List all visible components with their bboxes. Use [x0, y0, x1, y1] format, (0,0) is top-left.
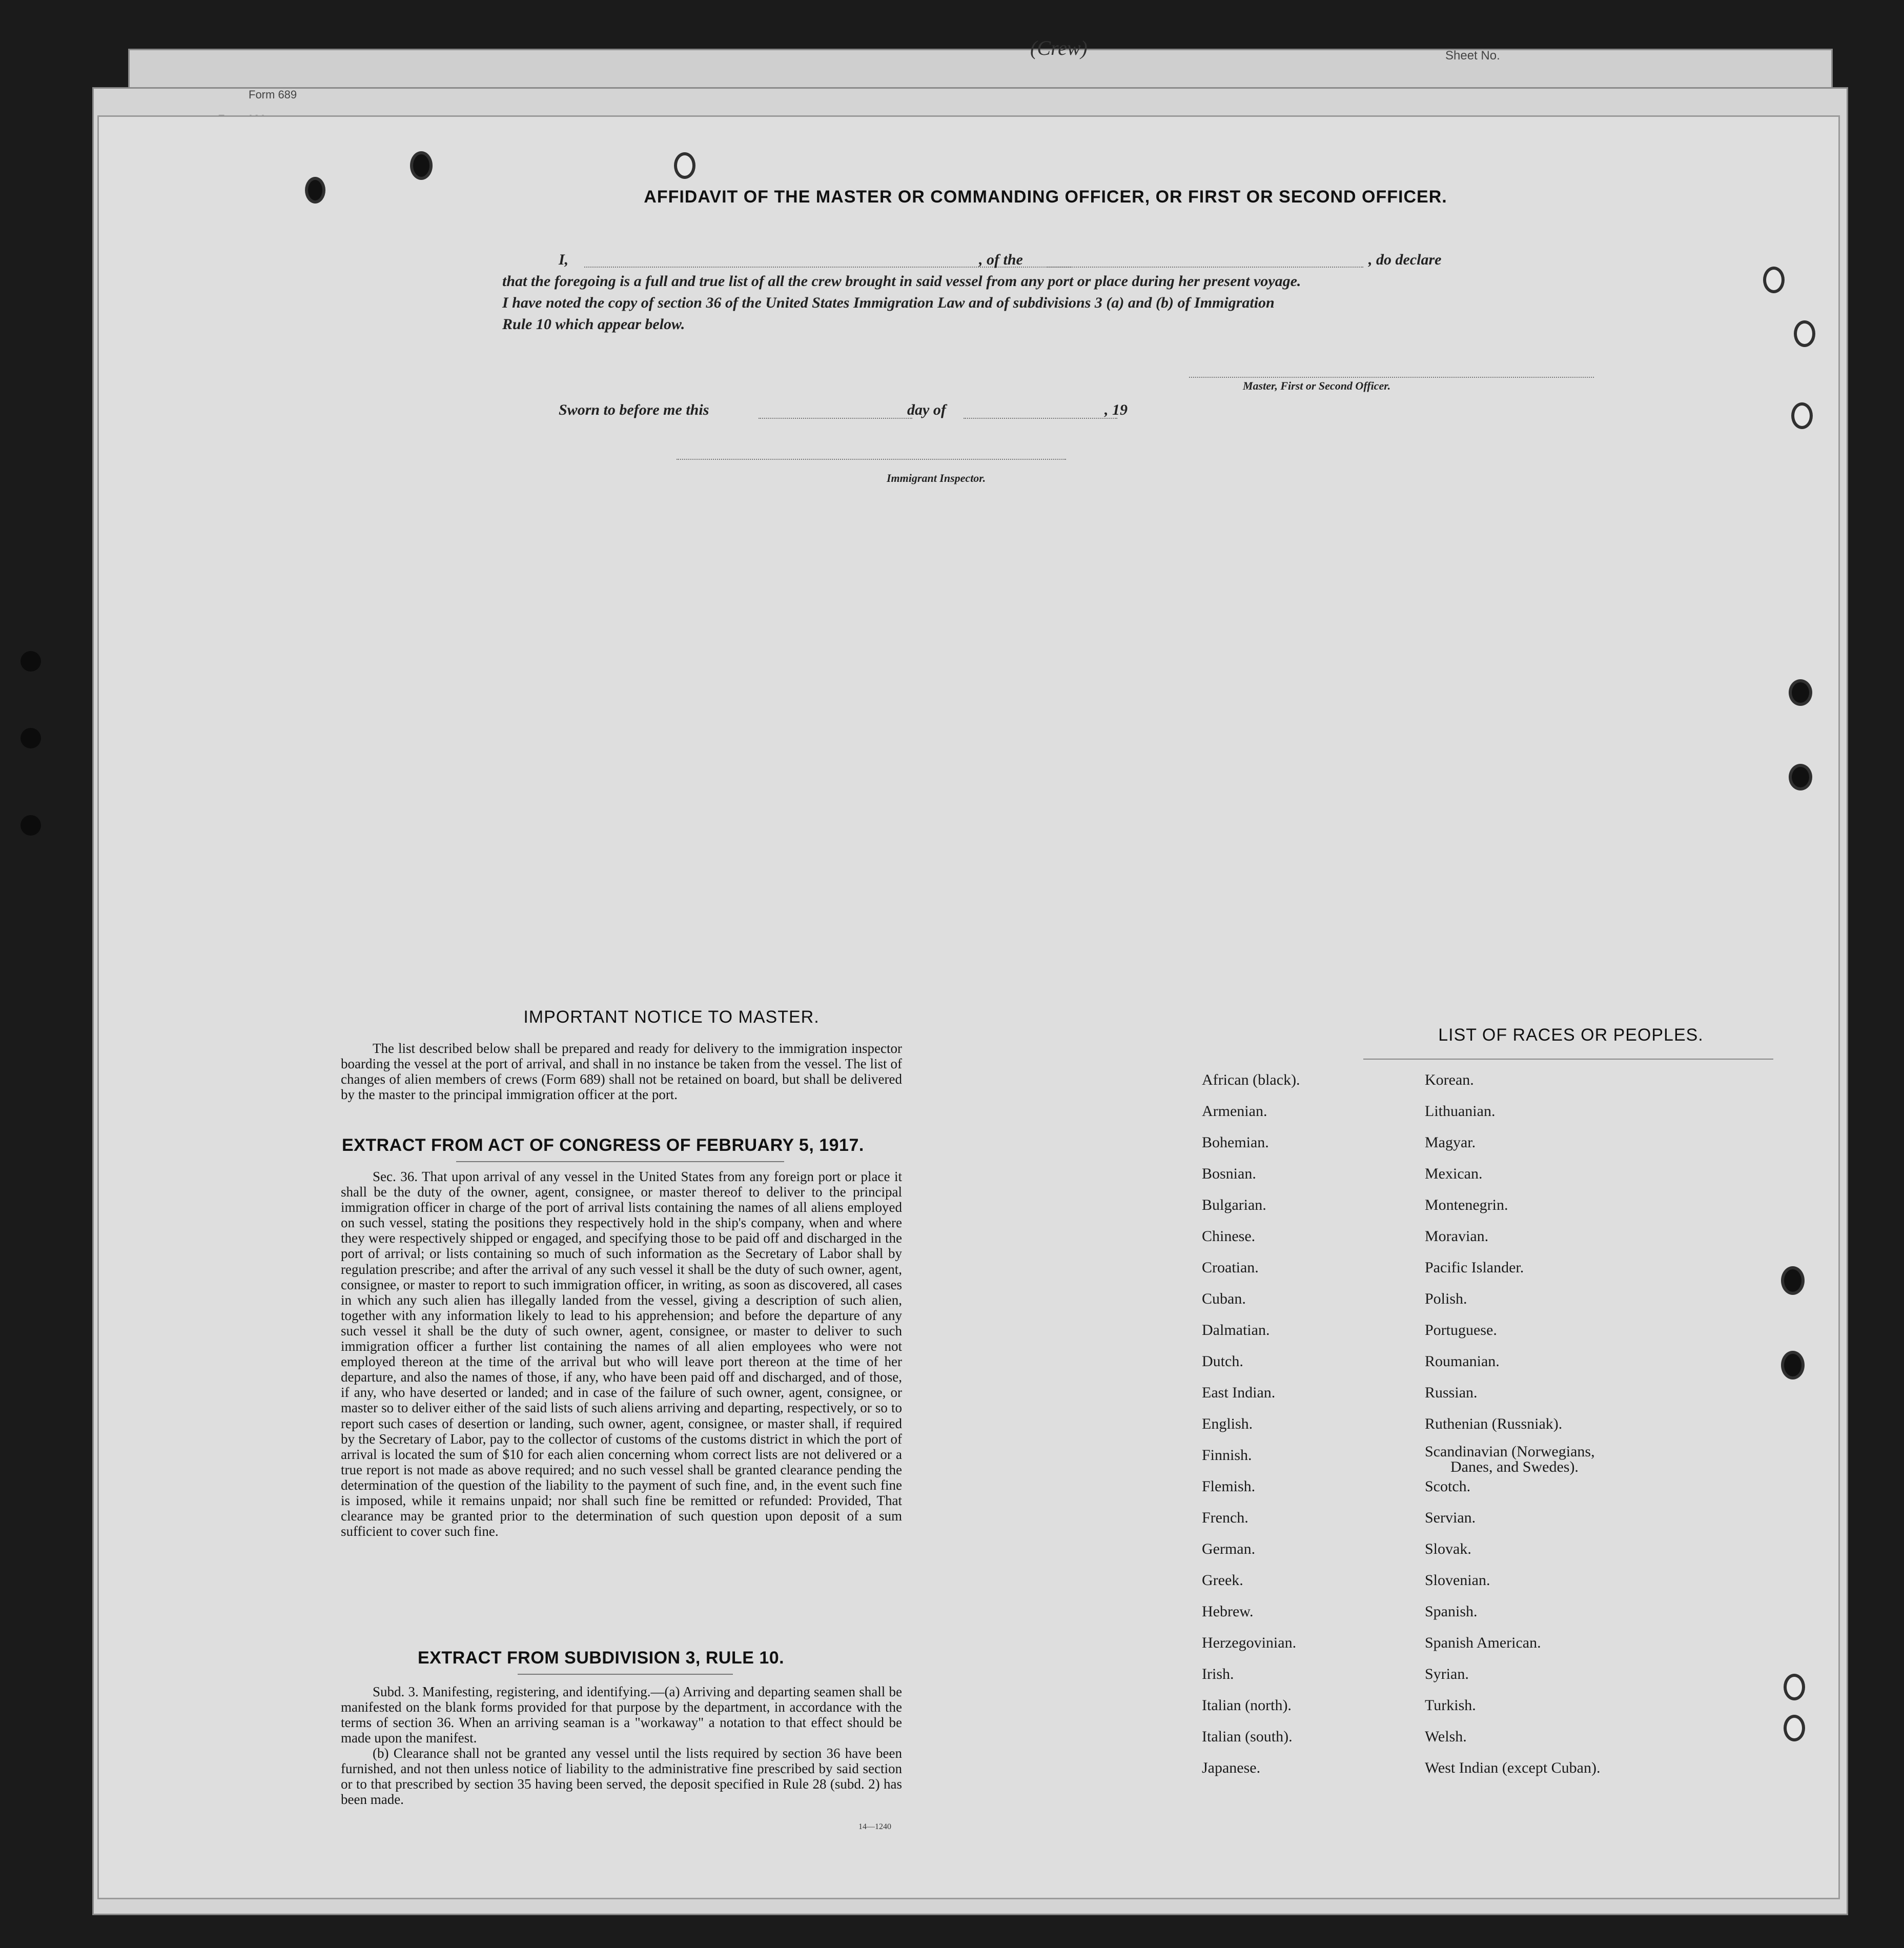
inspector-line: [677, 459, 1066, 460]
affidavit-declare: , do declare: [1368, 251, 1442, 268]
race-item: Scandinavian (Norwegians,: [1425, 1443, 1595, 1460]
race-item: Italian (south).: [1202, 1728, 1293, 1745]
title-rule: [1363, 1059, 1773, 1060]
race-item: Turkish.: [1425, 1697, 1476, 1714]
form-page: [97, 115, 1840, 1899]
punch-hole: [1791, 402, 1813, 429]
affidavit-title: AFFIDAVIT OF THE MASTER OR COMMANDING OFFICER, OR FIRST OR SECOND OFFICER.: [644, 187, 1447, 207]
form-code: 14—1240: [858, 1822, 891, 1831]
race-item: Finnish.: [1202, 1447, 1252, 1464]
binding-hole: [21, 815, 41, 836]
race-item: Cuban.: [1202, 1290, 1246, 1307]
race-item: Lithuanian.: [1425, 1103, 1496, 1120]
vessel-blank: [1046, 267, 1363, 268]
race-item: Hebrew.: [1202, 1603, 1254, 1620]
punch-hole: [1763, 267, 1785, 293]
race-item: Ruthenian (Russniak).: [1425, 1415, 1563, 1432]
race-item: Flemish.: [1202, 1478, 1256, 1495]
race-item: Slovenian.: [1425, 1572, 1490, 1589]
punch-hole: [305, 177, 325, 204]
race-item: Roumanian.: [1425, 1353, 1500, 1370]
signature-caption: Master, First or Second Officer.: [1243, 379, 1391, 392]
race-item: Japanese.: [1202, 1759, 1261, 1776]
races-title: LIST OF RACES OR PEOPLES.: [1438, 1025, 1704, 1045]
day-blank: [759, 418, 912, 419]
binding-hole: [21, 651, 41, 672]
race-item: Scotch.: [1425, 1478, 1471, 1495]
punch-hole: [1784, 1715, 1805, 1741]
punch-hole: [1789, 679, 1812, 706]
sheet-number-label: Sheet No.: [1445, 49, 1500, 63]
punch-hole: [1789, 764, 1812, 790]
race-item: Greek.: [1202, 1572, 1243, 1589]
race-item: English.: [1202, 1415, 1253, 1432]
race-item: German.: [1202, 1540, 1256, 1557]
title-rule: [518, 1674, 733, 1675]
punch-hole: [674, 152, 695, 179]
form-number-label: Form 689: [249, 88, 297, 101]
race-item: Spanish American.: [1425, 1634, 1541, 1651]
punch-hole: [1784, 1674, 1805, 1700]
race-item: Portuguese.: [1425, 1322, 1497, 1338]
punch-hole: [1781, 1351, 1805, 1379]
inspector-caption: Immigrant Inspector.: [887, 472, 986, 484]
sworn-day-of: day of: [907, 401, 946, 418]
race-item: Korean.: [1425, 1071, 1474, 1088]
race-item: Mexican.: [1425, 1165, 1483, 1182]
handwritten-crew-note: (Crew): [1030, 36, 1088, 59]
race-item: Slovak.: [1425, 1540, 1471, 1557]
race-item: Italian (north).: [1202, 1697, 1292, 1714]
race-item: Armenian.: [1202, 1103, 1267, 1120]
race-item: East Indian.: [1202, 1384, 1276, 1401]
race-item: Croatian.: [1202, 1259, 1259, 1276]
race-item: Montenegrin.: [1425, 1196, 1508, 1213]
affidavit-i: I,: [559, 251, 569, 268]
affidavit-of-the: , of the: [979, 251, 1023, 268]
month-blank: [964, 418, 1117, 419]
race-item: Servian.: [1425, 1509, 1476, 1526]
race-item: Bosnian.: [1202, 1165, 1256, 1182]
race-item: Polish.: [1425, 1290, 1467, 1307]
race-item: Spanish.: [1425, 1603, 1478, 1620]
race-item: French.: [1202, 1509, 1248, 1526]
subd-a: Subd. 3. Manifesting, registering, and identifying.—(a) Arriving and departing seamen shall be manifested on the blank forms provided for that purpose by the department, in accordance with the terms of section 36. When an arriving seaman is a "workaway" a notation to that effect should be made upon the manifest.: [341, 1684, 902, 1746]
sworn-year: , 19: [1104, 401, 1128, 418]
binding-hole: [21, 728, 41, 748]
race-item: Welsh.: [1425, 1728, 1467, 1745]
race-item: Magyar.: [1425, 1134, 1476, 1151]
signature-line: [1189, 377, 1594, 378]
extract-act-body: Sec. 36. That upon arrival of any vessel in the United States from any foreign port or place it shall be the duty of the owner, agent, consignee, or master thereof to deliver to the principal immigration officer in charge of the port of arrival lists containing the names of all aliens employed on such vessel, stating the positions they respectively hold in the ship's company, when and where they were respectively shipped or engaged, and specifying those to be paid off and discharged in the port of arrival; or lists containing so much of such information as the Secretary of Labor shall by regulation prescribe; and after the arrival of any such vessel it shall be the duty of such owner, agent, consignee, or master to report to such immigration officer, in writing, as soon as discovered, all cases in which any such alien has illegally landed from the vessel, giving a description of such alien, together with any information likely to lead to his apprehension; and before the departure of any such vessel it shall be the duty of such owner, agent, consignee, or master to deliver to such immigration officer a further list containing the names of all alien employees who were not employed thereon at the time of the arrival but who will leave port thereon at the time of her departure, and also the names of those, if any, who have been paid off and discharged, and of those, if any, who have deserted or landed; and in case of the failure of such owner, agent, consignee, or master so to deliver either of the said lists of such aliens arriving and departing, respectively, or so to report such cases of desertion or landing, such owner, agent, consignee, or master shall, if required by the Secretary of Labor, pay to the collector of customs of the customs district in which the port of arrival is located the sum of $10 for each alien concerning whom correct lists are not delivered or a true report is not made as above required; and no such vessel shall be granted clearance pending the determination of the question of the liability to the payment of such fine, and, in the event such fine is imposed, while it remains unpaid; nor shall such fine be remitted or refunded: Provided, That clearance may be granted prior to the determination of such question upon deposit of a sum sufficient to cover such fine.: [341, 1169, 902, 1539]
punch-hole: [1794, 320, 1815, 347]
affidavit-line2: that the foregoing is a full and true list of all the crew brought in said vessel from any port or place during her present voyage.: [502, 273, 1301, 290]
affidavit-line3: I have noted the copy of section 36 of the United States Immigration Law and of subdivisions 3 (a) and (b) of Immigration: [502, 294, 1275, 311]
punch-hole: [410, 151, 433, 180]
race-item: African (black).: [1202, 1071, 1300, 1088]
race-item: Syrian.: [1425, 1666, 1469, 1682]
affidavit-line4: Rule 10 which appear below.: [502, 316, 685, 333]
subd-b: (b) Clearance shall not be granted any vessel until the lists required by section 36 have been furnished, and not then unless notice of liability to the administrative fine prescribed by said section or to that prescribed by section 35 having been served, the deposit specified in Rule 28 (subd. 2) has been made.: [341, 1746, 902, 1807]
notice-body: The list described below shall be prepared and ready for delivery to the immigration inspector boarding the vessel at the port of arrival, and shall in no instance be taken from the vessel. The list of changes of alien members of crews (Form 689) shall not be retained on board, but shall be delivered by the master to the principal immigration officer at the port.: [341, 1041, 902, 1102]
race-item: Dutch.: [1202, 1353, 1243, 1370]
race-item: Bohemian.: [1202, 1134, 1269, 1151]
race-item: Irish.: [1202, 1666, 1234, 1682]
race-item-continuation: Danes, and Swedes).: [1450, 1458, 1579, 1475]
race-item: West Indian (except Cuban).: [1425, 1759, 1601, 1776]
race-item: Russian.: [1425, 1384, 1478, 1401]
race-item: Bulgarian.: [1202, 1196, 1266, 1213]
race-item: Dalmatian.: [1202, 1322, 1270, 1338]
sworn-prefix: Sworn to before me this: [559, 401, 709, 418]
race-item: Moravian.: [1425, 1228, 1489, 1245]
punch-hole: [1781, 1266, 1805, 1295]
extract-act-title: EXTRACT FROM ACT OF CONGRESS OF FEBRUARY 5, 1917.: [342, 1135, 864, 1155]
race-item: Chinese.: [1202, 1228, 1256, 1245]
race-item: Pacific Islander.: [1425, 1259, 1524, 1276]
title-rule: [456, 1161, 784, 1162]
notice-title: IMPORTANT NOTICE TO MASTER.: [523, 1007, 820, 1027]
race-item: Herzegovinian.: [1202, 1634, 1297, 1651]
extract-rule-title: EXTRACT FROM SUBDIVISION 3, RULE 10.: [418, 1648, 785, 1668]
